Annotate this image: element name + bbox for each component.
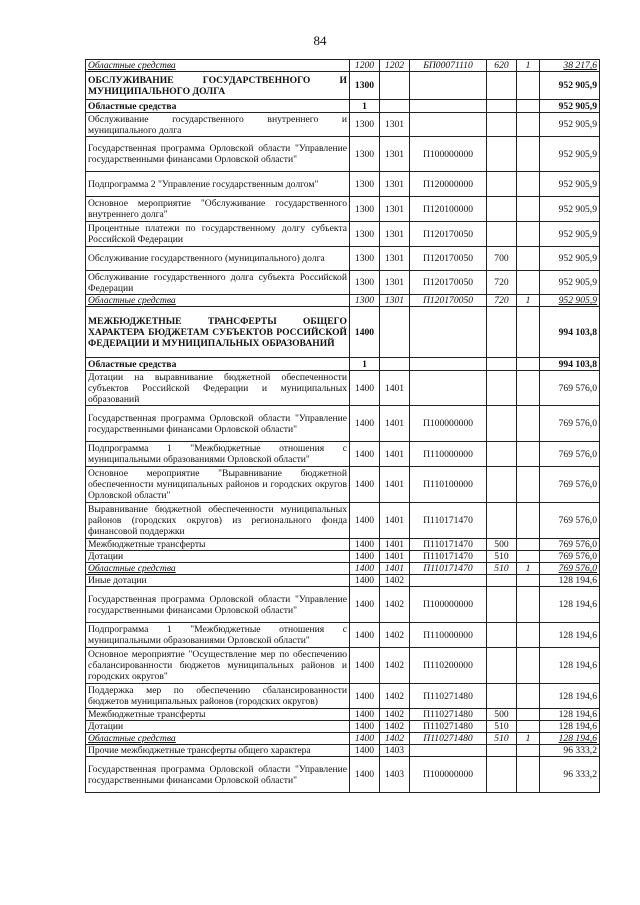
target-article-cell: [410, 358, 487, 371]
source-code-cell: [517, 100, 540, 113]
section-code-cell: 1400: [350, 648, 380, 684]
amount-cell: 769 576,0: [540, 467, 600, 503]
row-name-cell: Основное мероприятие "Обслуживание государственного внутреннего долга": [86, 197, 350, 222]
table-row: [86, 721, 600, 733]
target-article-cell: П110271480: [410, 721, 487, 733]
expense-type-cell: [487, 222, 517, 247]
source-code-cell: [517, 442, 540, 467]
target-article-cell: П110171470: [410, 539, 487, 551]
amount-cell: 769 576,0: [540, 563, 600, 575]
subsection-code-cell: 1401: [380, 406, 410, 442]
subsection-code-cell: 1301: [380, 271, 410, 295]
amount-cell: 128 194,6: [540, 623, 600, 648]
amount-cell: 769 576,0: [540, 503, 600, 539]
target-article-cell: П110000000: [410, 623, 487, 648]
amount-cell: 952 905,9: [540, 172, 600, 197]
source-code-cell: [517, 358, 540, 371]
amount-cell: 128 194,6: [540, 733, 600, 745]
table-row: [86, 563, 600, 575]
table-row: [86, 60, 600, 72]
section-code-cell: 1400: [350, 539, 380, 551]
section-code-cell: 1400: [350, 623, 380, 648]
source-code-cell: 1: [517, 733, 540, 745]
source-code-cell: 1: [517, 60, 540, 72]
table-row: [86, 100, 600, 113]
section-code-cell: 1400: [350, 442, 380, 467]
subsection-code-cell: 1402: [380, 733, 410, 745]
source-code-cell: [517, 503, 540, 539]
expense-type-cell: [487, 113, 517, 137]
table-row: [86, 684, 600, 709]
expense-type-cell: [487, 307, 517, 358]
section-code-cell: 1400: [350, 709, 380, 721]
section-code-cell: 1300: [350, 222, 380, 247]
source-code-cell: [517, 197, 540, 222]
source-code-cell: [517, 587, 540, 623]
section-code-cell: 1400: [350, 575, 380, 587]
row-name-cell: Дотации на выравнивание бюджетной обеспеченности субъектов Российской Федерации и муниципальных образований: [86, 371, 350, 406]
row-name-cell: Подпрограмма 2 "Управление государственным долгом": [86, 172, 350, 197]
subsection-code-cell: [380, 100, 410, 113]
source-code-cell: [517, 575, 540, 587]
budget-table: [85, 59, 600, 793]
expense-type-cell: [487, 197, 517, 222]
table-row: [86, 503, 600, 539]
table-row: [86, 623, 600, 648]
subsection-code-cell: 1401: [380, 539, 410, 551]
expense-type-cell: 500: [487, 709, 517, 721]
expense-type-cell: [487, 745, 517, 757]
row-name-cell: ОБСЛУЖИВАНИЕ ГОСУДАРСТВЕННОГО И МУНИЦИПАЛЬНОГО ДОЛГА: [86, 72, 350, 100]
subsection-code-cell: 1403: [380, 757, 410, 793]
row-name-cell: Обслуживание государственного внутреннего и муниципального долга: [86, 113, 350, 137]
row-name-cell: Дотации: [86, 551, 350, 563]
row-name-cell: Обслуживание государственного (муниципального) долга: [86, 247, 350, 271]
source-code-cell: [517, 467, 540, 503]
subsection-code-cell: 1401: [380, 503, 410, 539]
amount-cell: 952 905,9: [540, 137, 600, 172]
amount-cell: 128 194,6: [540, 648, 600, 684]
table-row: [86, 587, 600, 623]
subsection-code-cell: 1401: [380, 467, 410, 503]
source-code-cell: [517, 113, 540, 137]
source-code-cell: [517, 307, 540, 358]
row-name-cell: Областные средства: [86, 100, 350, 113]
row-name-cell: Процентные платежи по государственному долгу субъекта Российской Федерации: [86, 222, 350, 247]
expense-type-cell: [487, 648, 517, 684]
table-row: [86, 247, 600, 271]
source-code-cell: [517, 623, 540, 648]
source-code-cell: [517, 172, 540, 197]
row-name-cell: Межбюджетные трансферты: [86, 709, 350, 721]
page-number: 84: [313, 33, 327, 48]
expense-type-cell: 700: [487, 247, 517, 271]
subsection-code-cell: 1402: [380, 623, 410, 648]
table-row: [86, 113, 600, 137]
expense-type-cell: 510: [487, 733, 517, 745]
expense-type-cell: [487, 137, 517, 172]
row-name-cell: Областные средства: [86, 563, 350, 575]
row-name-cell: Дотации: [86, 721, 350, 733]
section-code-cell: 1: [350, 358, 380, 371]
source-code-cell: [517, 709, 540, 721]
amount-cell: 952 905,9: [540, 271, 600, 295]
section-code-cell: 1300: [350, 271, 380, 295]
section-code-cell: 1400: [350, 551, 380, 563]
subsection-code-cell: 1403: [380, 745, 410, 757]
target-article-cell: П120170050: [410, 271, 487, 295]
target-article-cell: П110271480: [410, 684, 487, 709]
amount-cell: 96 333,2: [540, 757, 600, 793]
expense-type-cell: 510: [487, 551, 517, 563]
amount-cell: 952 905,9: [540, 72, 600, 100]
table-row: [86, 358, 600, 371]
table-row: [86, 575, 600, 587]
subsection-code-cell: [380, 72, 410, 100]
amount-cell: 769 576,0: [540, 442, 600, 467]
amount-cell: 38 217,6: [540, 60, 600, 72]
table-row: [86, 197, 600, 222]
target-article-cell: П120100000: [410, 197, 487, 222]
table-row: [86, 295, 600, 307]
table-row: [86, 72, 600, 100]
subsection-code-cell: 1402: [380, 587, 410, 623]
amount-cell: 994 103,8: [540, 358, 600, 371]
table-row: [86, 371, 600, 406]
expense-type-cell: [487, 684, 517, 709]
source-code-cell: 1: [517, 563, 540, 575]
target-article-cell: [410, 371, 487, 406]
target-article-cell: П110171470: [410, 503, 487, 539]
section-code-cell: 1300: [350, 72, 380, 100]
expense-type-cell: [487, 358, 517, 371]
target-article-cell: [410, 745, 487, 757]
table-row: [86, 406, 600, 442]
target-article-cell: П110171470: [410, 551, 487, 563]
target-article-cell: П110100000: [410, 467, 487, 503]
expense-type-cell: [487, 172, 517, 197]
target-article-cell: П110271480: [410, 733, 487, 745]
subsection-code-cell: 1301: [380, 197, 410, 222]
amount-cell: 96 333,2: [540, 745, 600, 757]
amount-cell: 128 194,6: [540, 587, 600, 623]
section-code-cell: 1300: [350, 295, 380, 307]
row-name-cell: Областные средства: [86, 358, 350, 371]
section-code-cell: 1400: [350, 406, 380, 442]
table-row: [86, 222, 600, 247]
section-code-cell: 1400: [350, 757, 380, 793]
expense-type-cell: [487, 587, 517, 623]
table-row: [86, 709, 600, 721]
amount-cell: 128 194,6: [540, 721, 600, 733]
target-article-cell: [410, 307, 487, 358]
row-name-cell: Государственная программа Орловской области "Управление государственными финансами Орловской области": [86, 587, 350, 623]
amount-cell: 994 103,8: [540, 307, 600, 358]
expense-type-cell: [487, 757, 517, 793]
target-article-cell: П120000000: [410, 172, 487, 197]
subsection-code-cell: 1401: [380, 551, 410, 563]
row-name-cell: Подпрограмма 1 "Межбюджетные отношения с муниципальными образованиями Орловской области": [86, 442, 350, 467]
amount-cell: 769 576,0: [540, 371, 600, 406]
amount-cell: 128 194,6: [540, 709, 600, 721]
row-name-cell: Межбюджетные трансферты: [86, 539, 350, 551]
row-name-cell: Областные средства: [86, 60, 350, 72]
expense-type-cell: [487, 72, 517, 100]
subsection-code-cell: 1401: [380, 442, 410, 467]
source-code-cell: [517, 745, 540, 757]
subsection-code-cell: 1301: [380, 137, 410, 172]
amount-cell: 128 194,6: [540, 684, 600, 709]
source-code-cell: 1: [517, 295, 540, 307]
subsection-code-cell: [380, 307, 410, 358]
table-row: [86, 745, 600, 757]
section-code-cell: 1300: [350, 247, 380, 271]
target-article-cell: П110200000: [410, 648, 487, 684]
subsection-code-cell: 1402: [380, 721, 410, 733]
table-row: [86, 757, 600, 793]
source-code-cell: [517, 757, 540, 793]
section-code-cell: 1400: [350, 684, 380, 709]
section-code-cell: 1400: [350, 371, 380, 406]
section-code-cell: 1400: [350, 745, 380, 757]
target-article-cell: П100000000: [410, 757, 487, 793]
target-article-cell: [410, 575, 487, 587]
target-article-cell: П120170050: [410, 247, 487, 271]
subsection-code-cell: 1301: [380, 113, 410, 137]
target-article-cell: [410, 72, 487, 100]
target-article-cell: П110271480: [410, 709, 487, 721]
table-row: [86, 551, 600, 563]
table-row: [86, 467, 600, 503]
expense-type-cell: [487, 623, 517, 648]
row-name-cell: Иные дотации: [86, 575, 350, 587]
expense-type-cell: 720: [487, 295, 517, 307]
section-code-cell: 1400: [350, 587, 380, 623]
amount-cell: 952 905,9: [540, 113, 600, 137]
source-code-cell: [517, 371, 540, 406]
target-article-cell: [410, 100, 487, 113]
source-code-cell: [517, 271, 540, 295]
table-row: [86, 539, 600, 551]
expense-type-cell: [487, 467, 517, 503]
section-code-cell: 1400: [350, 307, 380, 358]
section-code-cell: 1400: [350, 467, 380, 503]
source-code-cell: [517, 72, 540, 100]
table-row: [86, 172, 600, 197]
target-article-cell: П110000000: [410, 442, 487, 467]
section-code-cell: 1400: [350, 733, 380, 745]
amount-cell: 769 576,0: [540, 406, 600, 442]
table-row: [86, 137, 600, 172]
target-article-cell: П120170050: [410, 295, 487, 307]
table-row: [86, 733, 600, 745]
source-code-cell: [517, 406, 540, 442]
subsection-code-cell: 1402: [380, 709, 410, 721]
row-name-cell: Основное мероприятие "Выравнивание бюджетной обеспеченности муниципальных районов и городских округов Орловской области": [86, 467, 350, 503]
amount-cell: 769 576,0: [540, 551, 600, 563]
target-article-cell: П100000000: [410, 406, 487, 442]
expense-type-cell: [487, 575, 517, 587]
section-code-cell: 1300: [350, 137, 380, 172]
row-name-cell: Выравнивание бюджетной обеспеченности муниципальных районов (городских округов) из регионального фонда финансовой поддержки: [86, 503, 350, 539]
source-code-cell: [517, 648, 540, 684]
table-row: [86, 307, 600, 358]
row-name-cell: МЕЖБЮДЖЕТНЫЕ ТРАНСФЕРТЫ ОБЩЕГО ХАРАКТЕРА БЮДЖЕТАМ СУБЪЕКТОВ РОССИЙСКОЙ ФЕДЕРАЦИИ И МУНИЦИПАЛЬНЫХ ОБРАЗОВАНИЙ: [86, 307, 350, 358]
expense-type-cell: 620: [487, 60, 517, 72]
target-article-cell: [410, 113, 487, 137]
row-name-cell: Поддержка мер по обеспечению сбалансированности бюджетов муниципальных районов (городских округов): [86, 684, 350, 709]
expense-type-cell: 510: [487, 563, 517, 575]
amount-cell: 952 905,9: [540, 222, 600, 247]
source-code-cell: [517, 222, 540, 247]
subsection-code-cell: 1301: [380, 295, 410, 307]
source-code-cell: [517, 684, 540, 709]
section-code-cell: 1300: [350, 172, 380, 197]
expense-type-cell: [487, 503, 517, 539]
amount-cell: 952 905,9: [540, 295, 600, 307]
section-code-cell: 1400: [350, 721, 380, 733]
target-article-cell: П120170050: [410, 222, 487, 247]
target-article-cell: П110171470: [410, 563, 487, 575]
section-code-cell: 1300: [350, 113, 380, 137]
subsection-code-cell: 1301: [380, 172, 410, 197]
subsection-code-cell: 1301: [380, 247, 410, 271]
subsection-code-cell: 1402: [380, 648, 410, 684]
expense-type-cell: 500: [487, 539, 517, 551]
expense-type-cell: 510: [487, 721, 517, 733]
row-name-cell: Подпрограмма 1 "Межбюджетные отношения с муниципальными образованиями Орловской области": [86, 623, 350, 648]
expense-type-cell: [487, 406, 517, 442]
table-row: [86, 648, 600, 684]
amount-cell: 952 905,9: [540, 197, 600, 222]
source-code-cell: [517, 551, 540, 563]
expense-type-cell: [487, 371, 517, 406]
row-name-cell: Государственная программа Орловской области "Управление государственными финансами Орловской области": [86, 757, 350, 793]
row-name-cell: Государственная программа Орловской области "Управление государственными финансами Орловской области": [86, 137, 350, 172]
section-code-cell: 1400: [350, 563, 380, 575]
row-name-cell: Основное мероприятие "Осуществление мер по обеспечению сбалансированности бюджетов муниципальных районов и городских округов": [86, 648, 350, 684]
amount-cell: 952 905,9: [540, 247, 600, 271]
target-article-cell: БП00071110: [410, 60, 487, 72]
subsection-code-cell: 1402: [380, 575, 410, 587]
source-code-cell: [517, 137, 540, 172]
expense-type-cell: [487, 442, 517, 467]
target-article-cell: П100000000: [410, 587, 487, 623]
section-code-cell: 1400: [350, 503, 380, 539]
source-code-cell: [517, 721, 540, 733]
subsection-code-cell: 1401: [380, 563, 410, 575]
subsection-code-cell: 1402: [380, 684, 410, 709]
table-row: [86, 271, 600, 295]
amount-cell: 769 576,0: [540, 539, 600, 551]
expense-type-cell: 720: [487, 271, 517, 295]
row-name-cell: Государственная программа Орловской области "Управление государственными финансами Орловской области": [86, 406, 350, 442]
section-code-cell: 1300: [350, 197, 380, 222]
subsection-code-cell: [380, 358, 410, 371]
row-name-cell: Прочие межбюджетные трансферты общего характера: [86, 745, 350, 757]
expense-type-cell: [487, 100, 517, 113]
amount-cell: 952 905,9: [540, 100, 600, 113]
subsection-code-cell: 1301: [380, 222, 410, 247]
row-name-cell: Обслуживание государственного долга субъекта Российской Федерации: [86, 271, 350, 295]
subsection-code-cell: 1401: [380, 371, 410, 406]
subsection-code-cell: 1202: [380, 60, 410, 72]
section-code-cell: 1: [350, 100, 380, 113]
row-name-cell: Областные средства: [86, 733, 350, 745]
row-name-cell: Областные средства: [86, 295, 350, 307]
section-code-cell: 1200: [350, 60, 380, 72]
table-row: [86, 442, 600, 467]
amount-cell: 128 194,6: [540, 575, 600, 587]
target-article-cell: П100000000: [410, 137, 487, 172]
source-code-cell: [517, 539, 540, 551]
source-code-cell: [517, 247, 540, 271]
